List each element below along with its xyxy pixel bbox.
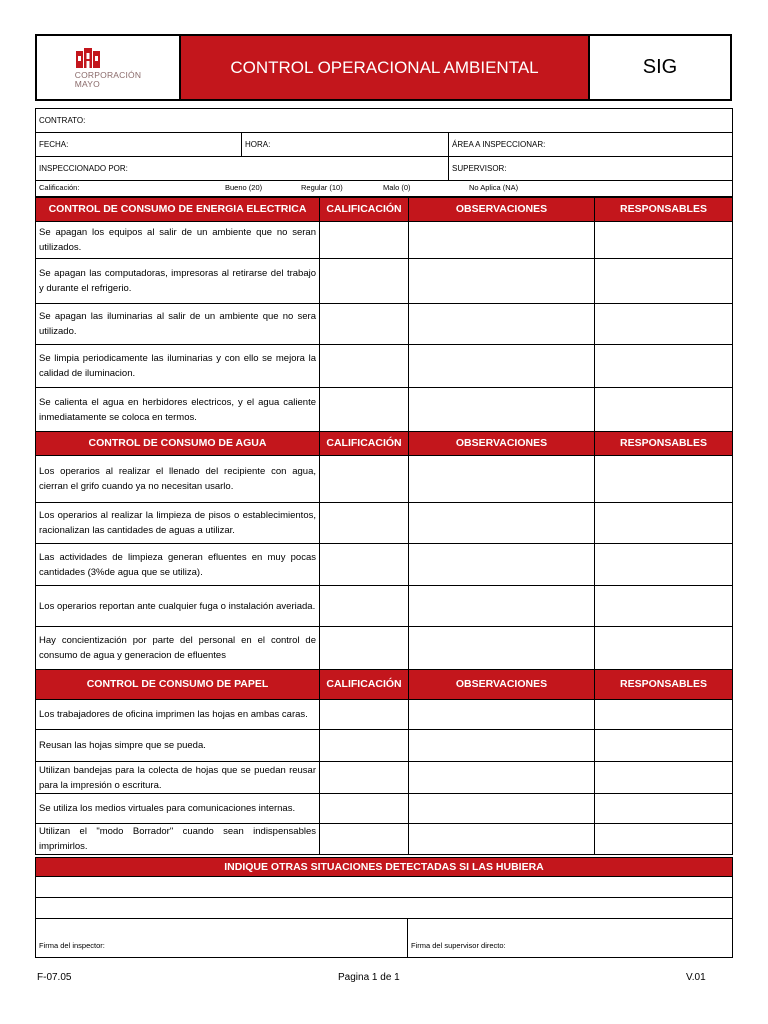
item-text: Los operarios reportan ante cualquier fuga o instalación averiada. — [36, 586, 320, 627]
calificacion-cell[interactable] — [320, 259, 409, 304]
page-number: Pagina 1 de 1 — [338, 972, 400, 983]
responsables-cell[interactable] — [595, 345, 733, 388]
responsables-cell[interactable] — [595, 503, 733, 544]
calificacion-cell[interactable] — [320, 222, 409, 259]
calificacion-cell[interactable] — [320, 503, 409, 544]
column-calificacion: CALIFICACIÓN — [320, 432, 409, 456]
checklist-row — [36, 824, 733, 855]
observaciones-cell[interactable] — [409, 730, 595, 762]
checklist-row — [36, 259, 733, 304]
item-text: Se utiliza los medios virtuales para comunicaciones internas. — [36, 794, 320, 824]
item-text: Hay concientización por parte del personal en el control de consumo de agua y generacion de efluentes — [36, 627, 320, 670]
calificacion-label: Calificación: — [39, 183, 80, 192]
responsables-cell[interactable] — [595, 730, 733, 762]
observations-footer — [35, 857, 733, 958]
item-text: Se apagan las iluminarias al salir de un ambiente que no sera utilizado. — [36, 304, 320, 345]
item-text: Los operarios al realizar el llenado del recipiente con agua, cierran el grifo cuando ya no necesitan usarlo. — [36, 456, 320, 503]
checklist-row — [36, 627, 733, 670]
calificacion-cell[interactable] — [320, 700, 409, 730]
area-field[interactable]: ÁREA A INSPECCIONAR: — [449, 133, 733, 157]
observaciones-cell[interactable] — [409, 544, 595, 586]
observaciones-cell[interactable] — [409, 627, 595, 670]
firma-supervisor-field[interactable]: Firma del supervisor directo: — [408, 919, 733, 958]
document-title: CONTROL OPERACIONAL AMBIENTAL — [180, 35, 589, 100]
section-header-agua — [36, 432, 733, 456]
responsables-cell[interactable] — [595, 304, 733, 345]
responsables-cell[interactable] — [595, 222, 733, 259]
logo-line-1: CORPORACIÓN — [74, 69, 142, 80]
responsables-cell[interactable] — [595, 544, 733, 586]
section-header-energia — [36, 198, 733, 222]
item-text: Se limpia periodicamente las iluminarias y con ello se mejora la calidad de iluminacion. — [36, 345, 320, 388]
observaciones-cell[interactable] — [409, 222, 595, 259]
extra-situations-line[interactable] — [36, 898, 733, 919]
checklist-row — [36, 222, 733, 259]
checklist-row — [36, 700, 733, 730]
column-responsables: RESPONSABLES — [595, 670, 733, 700]
regular-label: Regular (10) — [301, 183, 343, 192]
checklist-row — [36, 794, 733, 824]
observaciones-cell[interactable] — [409, 700, 595, 730]
column-calificacion: CALIFICACIÓN — [320, 670, 409, 700]
hora-field[interactable]: HORA: — [242, 133, 449, 157]
item-text: Utilizan el "modo Borrador" cuando sean indispensables imprimirlos. — [36, 824, 320, 855]
logo-text — [75, 71, 141, 89]
logo-mark-icon — [75, 47, 101, 69]
column-responsables: RESPONSABLES — [595, 432, 733, 456]
logo-line-2: MAYO — [74, 78, 100, 89]
extra-situations-line[interactable] — [36, 877, 733, 898]
responsables-cell[interactable] — [595, 259, 733, 304]
section-title: CONTROL DE CONSUMO DE PAPEL — [36, 670, 320, 700]
logo-cell — [36, 35, 180, 100]
checklist-table — [35, 197, 733, 855]
observaciones-cell[interactable] — [409, 824, 595, 855]
calificacion-cell[interactable] — [320, 627, 409, 670]
item-text: Las actividades de limpieza generan efluentes en muy pocas cantidades (3%de agua que se utiliza). — [36, 544, 320, 586]
item-text: Se apagan los equipos al salir de un ambiente que no seran utilizados. — [36, 222, 320, 259]
responsables-cell[interactable] — [595, 586, 733, 627]
column-calificacion: CALIFICACIÓN — [320, 198, 409, 222]
checklist-row — [36, 304, 733, 345]
observaciones-cell[interactable] — [409, 586, 595, 627]
calificacion-cell[interactable] — [320, 456, 409, 503]
observaciones-cell[interactable] — [409, 456, 595, 503]
checklist-row — [36, 762, 733, 794]
calificacion-cell[interactable] — [320, 824, 409, 855]
observaciones-cell[interactable] — [409, 259, 595, 304]
checklist-row — [36, 456, 733, 503]
document-code: SIG — [589, 35, 731, 100]
calificacion-cell[interactable] — [320, 345, 409, 388]
section-title: CONTROL DE CONSUMO DE AGUA — [36, 432, 320, 456]
section-header-papel — [36, 670, 733, 700]
responsables-cell[interactable] — [595, 824, 733, 855]
form-code: F-07.05 — [37, 972, 72, 983]
calificacion-cell[interactable] — [320, 586, 409, 627]
no-aplica-label: No Aplica (NA) — [469, 183, 519, 192]
version-label: V.01 — [686, 972, 706, 983]
item-text: Reusan las hojas simpre que se pueda. — [36, 730, 320, 762]
calificacion-cell[interactable] — [320, 388, 409, 432]
responsables-cell[interactable] — [595, 794, 733, 824]
fecha-field[interactable]: FECHA: — [36, 133, 242, 157]
item-text: Se calienta el agua en herbidores electricos, y el agua caliente inmediatamente se coloca en termos. — [36, 388, 320, 432]
column-observaciones: OBSERVACIONES — [409, 198, 595, 222]
bueno-label: Bueno (20) — [225, 183, 263, 192]
extra-situations-title: INDIQUE OTRAS SITUACIONES DETECTADAS SI LAS HUBIERA — [36, 858, 733, 877]
observaciones-cell[interactable] — [409, 794, 595, 824]
item-text: Los trabajadores de oficina imprimen las hojas en ambas caras. — [36, 700, 320, 730]
inspeccionado-field[interactable]: INSPECCIONADO POR: — [36, 157, 449, 181]
item-text: Utilizan bandejas para la colecta de hojas que se puedan reusar para la impresión o escritura. — [36, 762, 320, 794]
inspection-info — [35, 108, 733, 197]
calificacion-cell[interactable] — [320, 304, 409, 345]
checklist-row — [36, 503, 733, 544]
item-text: Los operarios al realizar la limpieza de pisos o establecimientos, racionalizan las cantidades de aguas a utilizar. — [36, 503, 320, 544]
observaciones-cell[interactable] — [409, 304, 595, 345]
checklist-row — [36, 388, 733, 432]
checklist-row — [36, 345, 733, 388]
rating-legend — [36, 181, 733, 197]
section-title: CONTROL DE CONSUMO DE ENERGIA ELECTRICA — [36, 198, 320, 222]
firma-inspector-field[interactable]: Firma del inspector: — [36, 919, 408, 958]
contrato-field[interactable]: CONTRATO: — [36, 109, 733, 133]
calificacion-cell[interactable] — [320, 762, 409, 794]
responsables-cell[interactable] — [595, 700, 733, 730]
responsables-cell[interactable] — [595, 762, 733, 794]
column-responsables: RESPONSABLES — [595, 198, 733, 222]
responsables-cell[interactable] — [595, 627, 733, 670]
checklist-row — [36, 586, 733, 627]
responsables-cell[interactable] — [595, 388, 733, 432]
observaciones-cell[interactable] — [409, 762, 595, 794]
calificacion-cell[interactable] — [320, 544, 409, 586]
checklist-row — [36, 730, 733, 762]
responsables-cell[interactable] — [595, 456, 733, 503]
observaciones-cell[interactable] — [409, 503, 595, 544]
observaciones-cell[interactable] — [409, 388, 595, 432]
malo-label: Malo (0) — [383, 183, 411, 192]
checklist-row — [36, 544, 733, 586]
column-observaciones: OBSERVACIONES — [409, 432, 595, 456]
calificacion-cell[interactable] — [320, 794, 409, 824]
supervisor-field[interactable]: SUPERVISOR: — [449, 157, 733, 181]
column-observaciones: OBSERVACIONES — [409, 670, 595, 700]
observaciones-cell[interactable] — [409, 345, 595, 388]
document-header — [35, 34, 732, 101]
calificacion-cell[interactable] — [320, 730, 409, 762]
item-text: Se apagan las computadoras, impresoras al retirarse del trabajo y durante el refrigerio. — [36, 259, 320, 304]
company-logo — [75, 47, 141, 89]
